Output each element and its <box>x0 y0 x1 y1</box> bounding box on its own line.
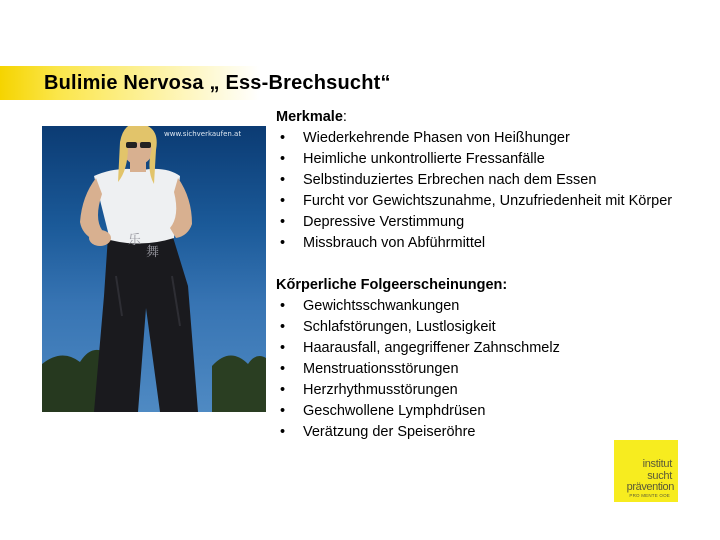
bullet: • <box>280 235 286 251</box>
list-item-text: Verätzung der Speiseröhre <box>303 424 476 440</box>
list-item <box>276 170 676 191</box>
bullet: • <box>280 424 286 440</box>
list-item-text: Haarausfall, angegriffener Zahnschmelz <box>303 340 560 356</box>
list-item <box>276 233 676 254</box>
list-item <box>276 191 676 212</box>
list-item <box>276 128 676 149</box>
section-gap <box>276 254 676 275</box>
list-item-text: Schlafstörungen, Lustlosigkeit <box>303 319 496 335</box>
merkmale-heading-text: Merkmale <box>276 109 343 125</box>
bullet: • <box>280 298 286 314</box>
folgen-list <box>276 296 676 443</box>
bullet: • <box>280 172 286 188</box>
bullet: • <box>280 193 286 209</box>
logo-line-institut: institut <box>642 458 672 470</box>
list-item <box>276 359 676 380</box>
photo-watermark: www.sichverkaufen.at <box>164 130 242 138</box>
list-item <box>276 317 676 338</box>
list-item <box>276 296 676 317</box>
logo-line-sucht: sucht <box>647 470 672 482</box>
merkmale-heading-colon: : <box>342 109 347 125</box>
slide-content <box>276 107 676 443</box>
list-item-text: Selbstinduziertes Erbrechen nach dem Essen <box>303 172 597 188</box>
list-item-text: Gewichtsschwankungen <box>303 298 460 314</box>
bullet: • <box>280 403 286 419</box>
woman-illustration <box>42 126 266 412</box>
list-item <box>276 149 676 170</box>
list-item-text: Herzrhythmusstörungen <box>303 382 458 398</box>
bullet: • <box>280 319 286 335</box>
list-item-text: Furcht vor Gewichtszunahme, Unzufriedenheit mit Körper <box>303 193 673 209</box>
bullet: • <box>280 214 286 230</box>
bullet: • <box>280 340 286 356</box>
slide-title: Bulimie Nervosa „ Ess-Brechsucht“ <box>44 72 391 94</box>
logo-line-praevention: prävention <box>626 481 674 493</box>
list-item <box>276 338 676 359</box>
list-item-text: Geschwollene Lymphdrüsen <box>303 403 486 419</box>
institut-logo <box>614 440 678 502</box>
svg-text:舞: 舞 <box>146 245 160 260</box>
folgen-heading: Kőrperliche Folgeerscheinungen: <box>276 277 508 293</box>
list-item-text: Depressive Verstimmung <box>303 214 465 230</box>
list-item-text: Missbrauch von Abführmittel <box>303 235 486 251</box>
woman-photo <box>42 126 266 412</box>
list-item <box>276 212 676 233</box>
bullet: • <box>280 151 286 167</box>
merkmale-heading <box>276 107 676 128</box>
bullet: • <box>280 361 286 377</box>
bullet: • <box>280 382 286 398</box>
merkmale-list <box>276 128 676 254</box>
list-item-text: Wiederkehrende Phasen von Heißhunger <box>303 130 570 146</box>
bullet: • <box>280 130 286 146</box>
logo-line-promente: PRO MENTE OOE <box>629 493 670 498</box>
list-item-text: Heimliche unkontrollierte Fressanfälle <box>303 151 545 167</box>
list-item <box>276 380 676 401</box>
list-item-text: Menstruationsstörungen <box>303 361 459 377</box>
list-item <box>276 401 676 422</box>
svg-text:乐: 乐 <box>128 233 142 248</box>
